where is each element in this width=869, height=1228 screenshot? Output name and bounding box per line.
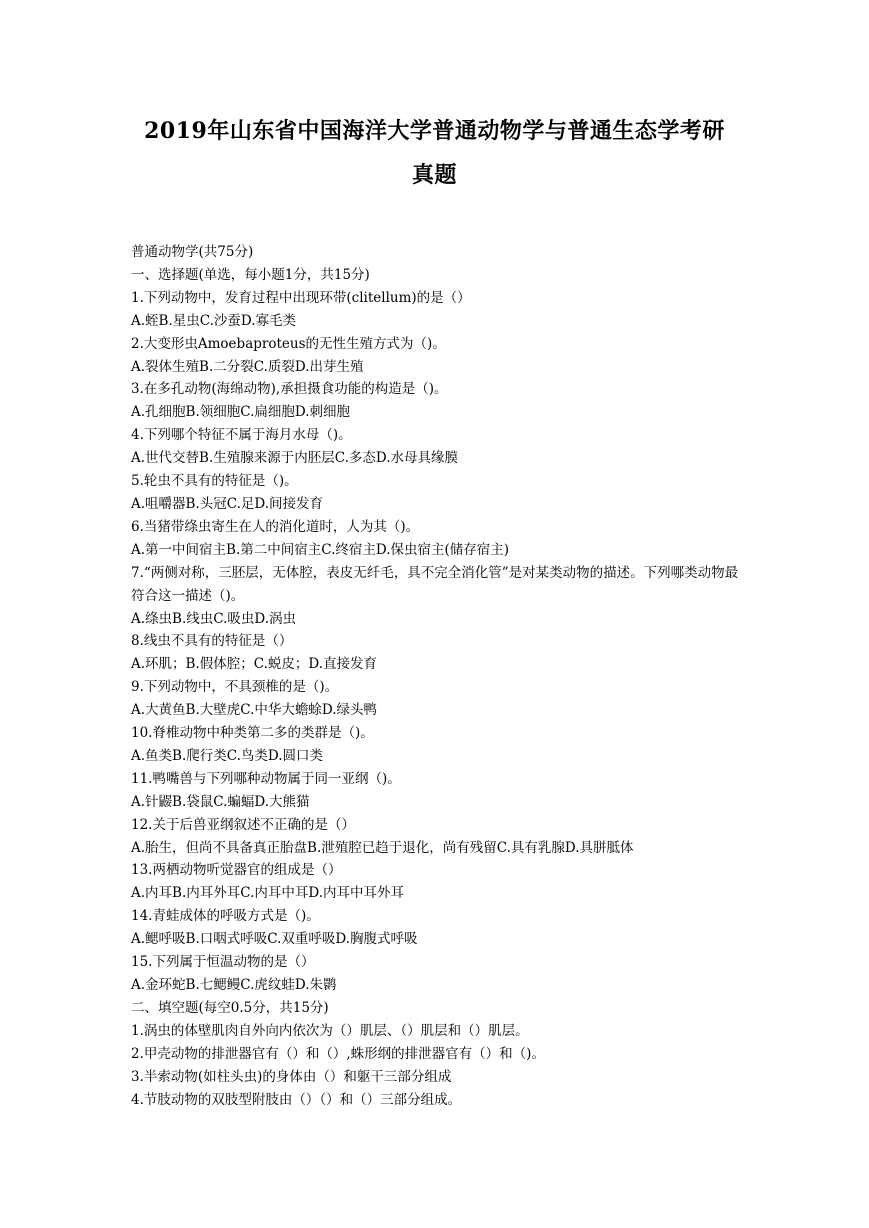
question: 4.下列哪个特征不属于海月水母（)。: [131, 427, 352, 444]
page-title-continued: 真题: [411, 162, 457, 188]
question: 7.“两侧对称，三胚层，无体腔，表皮无纤毛，具不完全消化管”是对某类动物的描述。下列哪类动物最符合这一描述（)。: [131, 564, 739, 604]
part-heading: 一、选择题(单选，每小题1分，共15分): [131, 266, 370, 283]
answer-options: A.绦虫B.线虫C.吸虫D.涡虫: [131, 610, 297, 627]
question: 5.轮虫不具有的特征是（)。: [131, 473, 298, 490]
answer-options: A.鱼类B.爬行类C.鸟类D.圆口类: [131, 747, 324, 764]
document-body: [131, 241, 743, 1111]
question: 3.在多孔动物(海绵动物),承担摄食功能的构造是（)。: [131, 381, 448, 398]
question: 1.下列动物中，发育过程中出现环带(clitellum)的是（）: [131, 289, 471, 306]
answer-options: A.针鼹B.袋鼠C.蝙蝠D.大熊猫: [131, 793, 310, 810]
question: 8.线虫不具有的特征是（）: [131, 633, 293, 650]
answer-options: A.世代交替B.生殖腺来源于内胚层C.多态D.水母具缘膜: [131, 450, 459, 467]
section-heading: 普通动物学(共75分): [131, 244, 254, 260]
answer-options: A.孔细胞B.领细胞C.扁细胞D.刺细胞: [131, 404, 351, 421]
fill-in-question: 3.半索动物(如柱头虫)的身体由（）和躯干三部分组成: [131, 1068, 452, 1085]
fill-in-question: 1.涡虫的体壁肌肉自外向内依次为（）肌层、（）肌层和（）肌层。: [131, 1022, 529, 1039]
answer-options: A.蛭B.星虫C.沙蚕D.寡毛类: [131, 312, 297, 329]
page-title: 2019年山东省中国海洋大学普通动物学与普通生态学考研: [144, 118, 725, 144]
fill-in-question: 2.甲壳动物的排泄器官有（）和（）,蛛形纲的排泄器官有（）和（)。: [131, 1045, 545, 1062]
answer-options: A.胎生，但尚不具备真正胎盘B.泄殖腔已趋于退化，尚有残留C.具有乳腺D.具胼胝体: [131, 839, 634, 856]
question: 9.下列动物中，不具颈椎的是（)。: [131, 679, 339, 696]
question: 15.下列属于恒温动物的是（）: [131, 954, 315, 971]
question: 6.当猪带绦虫寄生在人的消化道时，人为其（)。: [131, 518, 420, 535]
answer-options: A.环肌；B.假体腔；C.蜕皮；D.直接发育: [131, 656, 378, 673]
answer-options: A.第一中间宿主B.第二中间宿主C.终宿主D.保虫宿主(储存宿主): [131, 541, 510, 558]
question: 12.关于后兽亚纲叙述不正确的是（）: [131, 816, 355, 833]
answer-options: A.裂体生殖B.二分裂C.质裂D.出芽生殖: [131, 358, 364, 375]
answer-options: A.内耳B.内耳外耳C.内耳中耳D.内耳中耳外耳: [131, 885, 405, 902]
question: 10.脊椎动物中种类第二多的类群是（)。: [131, 725, 374, 742]
fill-in-question: 4.节肢动物的双肢型附肢由（）（）和（）三部分组成。: [131, 1091, 462, 1108]
answer-options: A.大黄鱼B.大壁虎C.中华大蟾蜍D.绿头鸭: [131, 702, 378, 719]
part-heading: 二、填空题(每空0.5分，共15分): [131, 999, 329, 1016]
question: 13.两栖动物听觉器官的组成是（）: [131, 862, 342, 879]
question: 11.鸭嘴兽与下列哪种动物属于同一亚纲（)。: [131, 770, 401, 787]
answer-options: A.鳃呼吸B.口咽式呼吸C.双重呼吸D.胸腹式呼吸: [131, 931, 418, 948]
question: 2.大变形虫Amoebaproteus的无性生殖方式为（)。: [131, 335, 446, 352]
answer-options: A.咀嚼器B.头冠C.足D.间接发育: [131, 495, 324, 512]
question: 14.青蛙成体的呼吸方式是（)。: [131, 908, 320, 925]
answer-options: A.金环蛇B.七鳃鳗C.虎纹蛙D.朱鹮: [131, 977, 337, 993]
